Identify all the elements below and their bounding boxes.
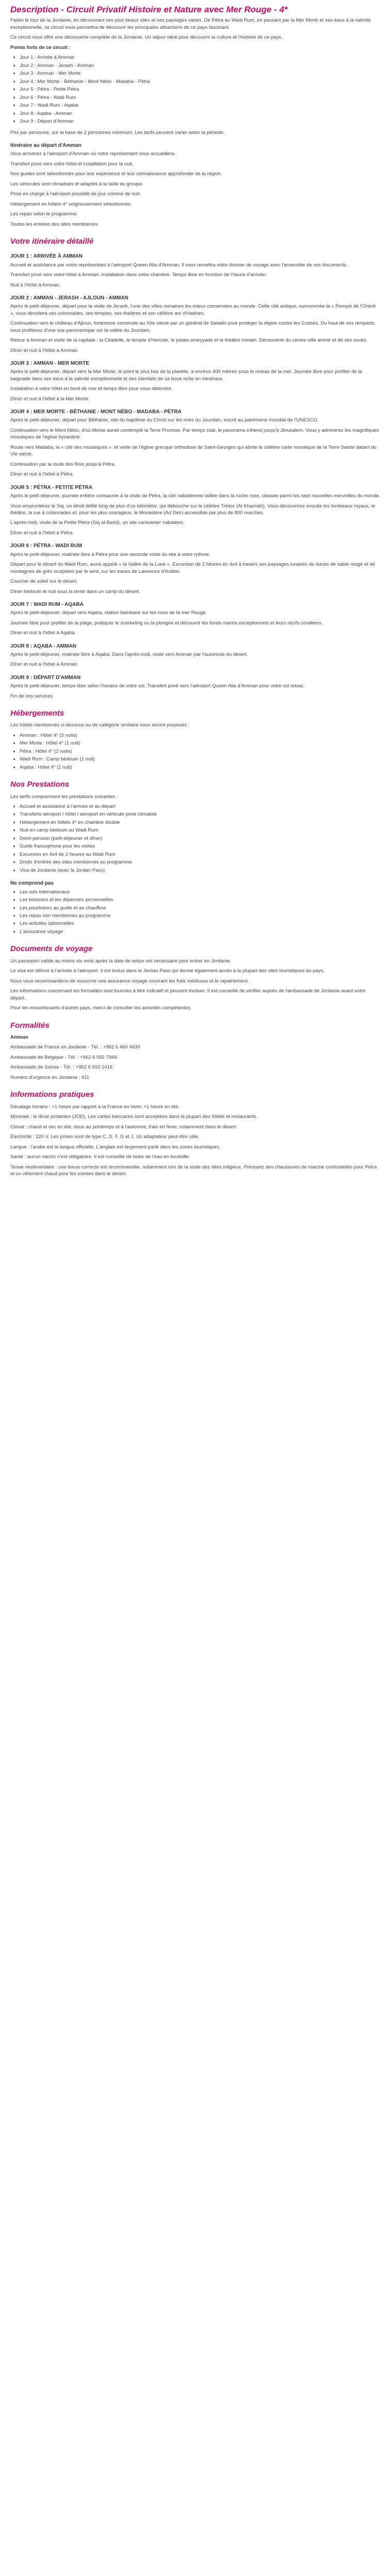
hotel-item: • Amman : Hôtel 4* (3 nuits) — [20, 732, 381, 739]
exclude-item: • Les pourboires au guide et au chauffeur — [20, 905, 381, 911]
practical-paragraph: Électricité : 220 V. Les prises sont de type C, D, F, G et J. Un adaptateur peut être utile. — [10, 1134, 200, 1140]
formalities-text — [10, 1044, 381, 1081]
highlight-item: • Jour 7 : Wadi Rum - Aqaba — [20, 102, 381, 109]
intro — [10, 17, 381, 41]
departure-paragraph: Prise en charge à l'aéroport possible de jour comme de nuit. — [10, 191, 141, 197]
day-paragraph: Continuation par la route des Rois jusqu'à Pétra. — [10, 461, 116, 467]
formalities-heading: Formalités — [10, 1021, 50, 1030]
hotels-intro: Les hôtels mentionnés ci-dessous ou de catégorie similaire vous seront proposés : — [10, 722, 190, 728]
include-item: • Guide francophone pour les visites — [20, 843, 381, 850]
highlight-item: • Jour 8 : Aqaba - Amman — [20, 110, 381, 117]
highlights-list — [10, 54, 381, 125]
practical-paragraph: Monnaie : le dinar jordanien (JOD). Les cartes bancaires sont acceptées dans la plupart des hôtels et restaurants. — [10, 1114, 257, 1120]
formality-line: Ambassade de France en Jordanie - Tél. : +962 6 460 4630 — [10, 1044, 140, 1050]
include-item: • Transferts aéroport / hôtel / aéroport en véhicule privé climatisé — [20, 811, 381, 818]
page — [0, 0, 391, 1191]
departure-text — [10, 150, 381, 228]
practical-paragraph: Tenue vestimentaire : une tenue correcte est recommandée, notamment lors de la visite des sites religieux. Prévoyez des chaussures de marche confortables pour Pétra et un vêtement chaud pour les soirées dans le désert. — [10, 1164, 377, 1177]
prices-intro: Les tarifs comprennent les prestations suivantes : — [10, 793, 118, 800]
day-block — [10, 601, 381, 637]
practical-text — [10, 1104, 381, 1178]
day-paragraph: Après le petit-déjeuner, matinée libre à Pétra pour une seconde visite du site à votre rythme. — [10, 551, 210, 557]
exclude-item: • Les vols internationaux — [20, 889, 381, 895]
price-note: Prix par personne, sur la base de 2 personnes minimum. Les tarifs peuvent varier selon la période. — [10, 129, 225, 135]
exclude-item: • Les activités optionnelles — [20, 920, 381, 927]
day-paragraph: Après le petit-déjeuner, matinée libre à Aqaba. Dans l'après-midi, route vers Amman par l'autoroute du désert. — [10, 651, 248, 657]
day-paragraph: Installation à votre hôtel en bord de mer et temps libre pour vous détendre. — [10, 386, 173, 392]
excludes-list — [10, 889, 381, 936]
highlight-item: • Jour 9 : Départ d'Amman — [20, 118, 381, 125]
formalities-intro: Amman — [10, 1034, 28, 1040]
day-block — [10, 253, 381, 289]
excludes-heading: Ne comprend pas — [10, 880, 54, 887]
hotels-list — [10, 732, 381, 771]
day-paragraph: Après le petit-déjeuner, temps libre selon l'horaire de votre vol. Transfert privé vers l'aéroport Queen Alia d'Amman pour votre vol retour. — [10, 683, 304, 689]
prices-heading: Nos Prestations — [10, 780, 70, 789]
include-item: • Nuit en camp bédouin au Wadi Rum — [20, 827, 381, 834]
day-block — [10, 643, 381, 668]
departure-paragraph: Transfert privé vers votre hôtel et installation pour la nuit. — [10, 161, 134, 167]
intro-paragraph: Ce circuit vous offre une découverte complète de la Jordanie. Un séjour idéal pour découvrir la culture et l'histoire de ce pays. — [10, 35, 283, 41]
hotel-item: • Wadi Rum : Camp bédouin (1 nuit) — [20, 756, 381, 762]
day-paragraph: Après le petit-déjeuner, départ pour la visite de Jerash, l'une des villes romaines les mieux conservées au monde. Cette cité antique, surnommée la « Pompéi de l'Orient », vous dévoilera ses colonnades, ses temples, ses théâtres et son célèbre arc d'Hadrien. — [10, 303, 376, 316]
highlights-label: Points forts de ce circuit : — [10, 44, 71, 50]
practical-paragraph: Décalage horaire : +1 heure par rapport à la France en hiver, +1 heure en été. — [10, 1104, 180, 1110]
program-heading: Votre itinéraire détaillé — [10, 237, 94, 246]
day-paragraph: Dîner et nuit à l'hôtel à Pétra. — [10, 471, 74, 478]
departure-paragraph: Hébergement en hôtels 4* soigneusement sélectionnés. — [10, 201, 132, 207]
day-heading: JOUR 1 : ARRIVÉE À AMMAN — [10, 253, 83, 260]
day-heading: JOUR 3 : AMMAN - MER MORTE — [10, 361, 89, 367]
day-paragraph: Dîner et nuit à l'hôtel à Amman. — [10, 347, 79, 353]
highlight-item: • Jour 3 : Amman - Mer Morte — [20, 70, 381, 77]
day-paragraph: Continuation vers le château d'Ajloun, forteresse construite au XIIe siècle par un général de Saladin pour protéger la région contre les Croisés. Du haut de ses remparts, vous profiterez d'une vue panoramique sur la vallée du Jourdain. — [10, 320, 376, 333]
day-paragraph: Dîner et nuit à l'hôtel à Amman. — [10, 662, 79, 668]
day-heading: JOUR 2 : AMMAN - JERASH - AJLOUN - AMMAN — [10, 295, 128, 301]
day-paragraph: Route vers Madaba, la « cité des mosaïques », et visite de l'église grecque orthodoxe de Saint-Georges qui abrite la célèbre carte mosaïque de la Terre Sainte datant du VIe siècle. — [10, 444, 377, 457]
hotel-item: • Aqaba : Hôtel 4* (1 nuit) — [20, 764, 381, 771]
conditions-heading: Documents de voyage — [10, 944, 93, 954]
page-title: Description - Circuit Privatif Histoire et Nature avec Mer Rouge - 4* — [10, 5, 288, 14]
departure-paragraph: Les repas selon le programme. — [10, 211, 78, 217]
formality-line: Numéro d'urgence en Jordanie : 911 — [10, 1074, 90, 1080]
practical-heading: Informations pratiques — [10, 1090, 94, 1099]
days — [10, 253, 381, 700]
day-paragraph: Fin de nos services. — [10, 693, 54, 699]
day-heading: JOUR 9 : DÉPART D'AMMAN — [10, 674, 81, 681]
day-heading: JOUR 4 : MER MORTE - BÉTHANIE - MONT NÉBO - MADABA - PÉTRA — [10, 409, 182, 415]
day-paragraph: Coucher de soleil sur le désert. — [10, 579, 78, 585]
day-paragraph: L'après-midi, visite de la Petite Pétra (Siq al-Barid), un site caravanier nabatéen. — [10, 520, 185, 526]
day-paragraph: Nuit à l'hôtel à Amman. — [10, 282, 61, 288]
day-heading: JOUR 5 : PÉTRA - PETITE PÉTRA — [10, 484, 93, 490]
include-item: • Hébergement en hôtels 4* en chambre double — [20, 819, 381, 826]
day-paragraph: Après le petit-déjeuner, départ pour Béthanie, site du baptême du Christ sur les rives du Jourdain, inscrit au patrimoine mondial de l'UNESCO. — [10, 417, 319, 423]
highlight-item: • Jour 1 : Arrivée à Amman — [20, 54, 381, 61]
condition-paragraph: Le visa est délivré à l'arrivée à l'aéroport. Il est inclus dans le Jordan Pass qui donne également accès à la plupart des sites touristiques du pays. — [10, 968, 324, 974]
highlight-item: • Jour 2 : Amman - Jerash - Amman — [20, 62, 381, 69]
day-heading: JOUR 6 : PÉTRA - WADI RUM — [10, 543, 83, 549]
include-item: • Excursion en 4x4 de 2 heures au Wadi Rum — [20, 851, 381, 858]
day-block — [10, 543, 381, 595]
condition-paragraph: Un passeport valide au moins six mois après la date de retour est nécessaire pour entrer en Jordanie. — [10, 958, 232, 964]
day-paragraph: Dîner et nuit à l'hôtel à Pétra. — [10, 530, 74, 536]
exclude-item: • Les boissons et les dépenses personnelles — [20, 896, 381, 903]
departure-paragraph: Les véhicules sont climatisés et adaptés à la taille du groupe. — [10, 181, 143, 187]
day-paragraph: Accueil et assistance par notre représentant à l'aéroport Queen Alia d'Amman. Il vous remettra votre dossier de voyage avec l'ensemble de vos documents. — [10, 262, 348, 268]
day-paragraph: Dîner et nuit à l'hôtel à la Mer Morte. — [10, 396, 90, 402]
day-paragraph: Journée libre pour profiter de la plage, pratiquer le snorkeling ou la plongée et découvrir les fonds marins exceptionnels et leurs récifs coralliens. — [10, 620, 323, 626]
day-heading: JOUR 8 : AQABA - AMMAN — [10, 643, 76, 649]
day-paragraph: Départ pour le désert du Wadi Rum, aussi appelé « la Vallée de la Lune ». Excursion de 2 heures en 4x4 à travers ses paysages lunaires de dunes de sable rouge et de montagnes de grès sculptées par le vent, sur les traces de Lawrence d'Arabie. — [10, 562, 376, 574]
include-item: • Accueil et assistance à l'arrivée et au départ — [20, 803, 381, 810]
day-paragraph: Retour à Amman et visite de la capitale : la Citadelle, le temple d'Hercule, le palais omeyyade et le théâtre romain. Découverte du centre-ville animé et de ses souks. — [10, 337, 368, 344]
hotels-heading: Hébergements — [10, 709, 64, 718]
day-block — [10, 484, 381, 537]
highlight-item: • Jour 4 : Mer Morte - Béthanie - Mont Nébo - Madaba - Pétra — [20, 78, 381, 85]
day-paragraph: Après le petit-déjeuner, journée entière consacrée à la visite de Pétra, la cité nabatéenne taillée dans la roche rose, classée parmi les sept nouvelles merveilles du monde. — [10, 493, 381, 499]
day-block — [10, 409, 381, 478]
include-item: • Droits d'entrée des sites mentionnés au programme — [20, 859, 381, 866]
condition-paragraph: Pour les ressortissants d'autres pays, merci de consulter les autorités compétentes. — [10, 1005, 192, 1011]
formality-line: Ambassade de Belgique - Tél. : +962 6 592 7566 — [10, 1054, 117, 1060]
include-item: • Demi-pension (petit-déjeuner et dîner) — [20, 835, 381, 842]
day-paragraph: Dîner bédouin et nuit sous la tente dans un camp du désert. — [10, 588, 140, 595]
includes-list — [10, 803, 381, 874]
hotel-item: • Pétra : Hôtel 4* (2 nuits) — [20, 748, 381, 755]
day-block — [10, 674, 381, 700]
intro-paragraph: Faites le tour de la Jordanie, en découvrant ses plus beaux sites et ses paysages variés. De Pétra au Wadi Rum, en passant par la Mer Morte et ses eaux à la salinité exceptionnelle, ce circuit vous permettra de découvrir les principales attractions de ce pays fascinant. — [10, 18, 371, 30]
day-paragraph: Après le petit-déjeuner, départ vers Aqaba, station balnéaire sur les rives de la mer Rouge. — [10, 610, 207, 616]
exclude-item: • Les repas non mentionnés au programme — [20, 912, 381, 919]
day-heading: JOUR 7 : WADI RUM - AQABA — [10, 602, 84, 608]
day-block — [10, 295, 381, 354]
day-paragraph: Transfert privé vers votre hôtel à Amman. Installation dans votre chambre. Temps libre en fonction de l'heure d'arrivée. — [10, 272, 267, 278]
departure-paragraph: Nos guides sont sélectionnés pour leur expérience et leur connaissance approfondie de la région. — [10, 171, 222, 177]
highlight-item: • Jour 6 : Pétra - Wadi Rum — [20, 94, 381, 101]
highlight-item: • Jour 5 : Pétra - Petite Pétra — [20, 86, 381, 93]
practical-paragraph: Santé : aucun vaccin n'est obligatoire. Il est conseillé de boire de l'eau en bouteille. — [10, 1154, 190, 1160]
hotel-item: • Mer Morte : Hôtel 4* (1 nuit) — [20, 740, 381, 747]
include-item: • Visa de Jordanie (avec le Jordan Pass) — [20, 867, 381, 874]
condition-paragraph: Nous vous recommandons de souscrire une assurance voyage couvrant les frais médicaux et le rapatriement. — [10, 978, 249, 984]
conditions-text — [10, 958, 381, 1012]
day-paragraph: Vous emprunterez le Siq, un étroit défilé long de plus d'un kilomètre, qui débouche sur le célèbre Trésor (Al Khazneh). Vous découvrirez ensuite les tombeaux royaux, le théâtre, la rue à colonnades et, pour les plus courageux, le Monastère (Ad Deir) accessible par plus de 800 marches. — [10, 503, 376, 516]
departure-paragraph: Vous arriverez à l'aéroport d'Amman où notre représentant vous accueillera. — [10, 151, 175, 157]
formality-line: Ambassade de Suisse - Tél. : +962 6 593 1416 — [10, 1064, 113, 1071]
practical-paragraph: Langue : l'arabe est la langue officielle. L'anglais est largement parlé dans les zones touristiques. — [10, 1144, 221, 1150]
exclude-item: • L'assurance voyage — [20, 928, 381, 935]
day-paragraph: Continuation vers le Mont Nébo, d'où Moïse aurait contemplé la Terre Promise. Par temps clair, le panorama s'étend jusqu'à Jérusalem. Vous y admirerez les magnifiques mosaïques de l'église byzantine. — [10, 427, 379, 440]
departure-heading: Itinéraire au départ d'Amman — [10, 143, 82, 149]
day-paragraph: Après le petit-déjeuner, départ vers la Mer Morte, le point le plus bas de la planète, à environ 400 mètres sous le niveau de la mer. Journée libre pour profiter de la baignade dans ses eaux à la salinité exceptionnelle et des bienfaits de sa boue riche en minéraux. — [10, 369, 362, 382]
practical-paragraph: Climat : chaud et sec en été, doux au printemps et à l'automne, frais en hiver, notamment dans le désert. — [10, 1124, 238, 1130]
day-block — [10, 360, 381, 402]
day-paragraph: Dîner et nuit à l'hôtel à Aqaba. — [10, 630, 76, 636]
departure-paragraph: Toutes les entrées des sites mentionnés. — [10, 221, 99, 227]
condition-paragraph: Les informations concernant les formalités sont fournies à titre indicatif et peuvent évoluer. Il est conseillé de vérifier auprès de l'ambassade de Jordanie avant votre départ. — [10, 988, 366, 1001]
